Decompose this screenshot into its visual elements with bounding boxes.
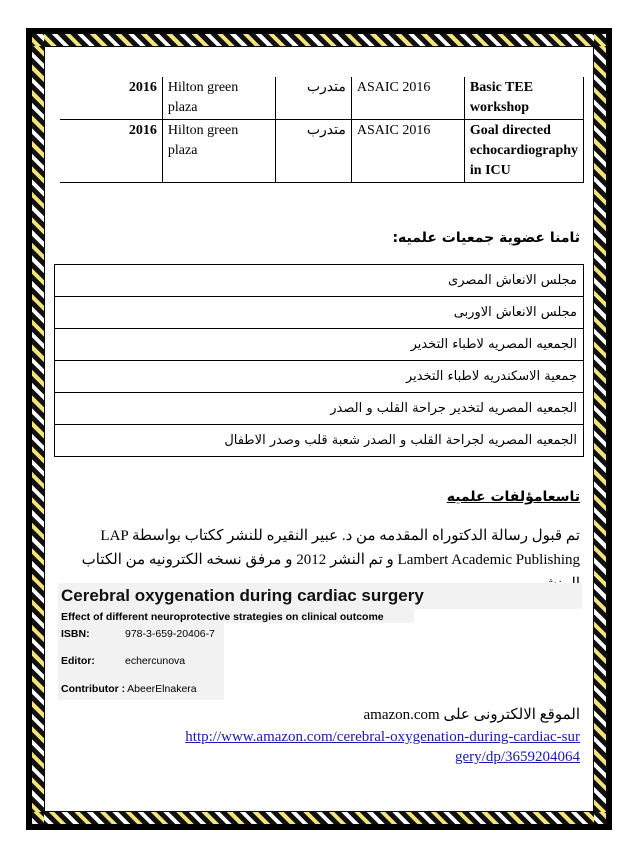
conf-event: ASAIC 2016 [351, 120, 464, 183]
memberships-table [54, 264, 584, 457]
publication-text: تم قبول رسالة الدكتوراه المقدمه من د. عبير النقيره للنشر ككتاب بواسطة LAP Lambert Academic Publishing و تم النشر 2012 و مرفق نسخه الكترونيه من الكتاب [81, 528, 580, 568]
website-text: الموقع الالكترونى على amazon.com [363, 707, 580, 723]
isbn-value: 978-3-659-20406-7 [125, 628, 215, 640]
membership-row: مجلس الانعاش الاوربى [55, 297, 583, 329]
book-title: Cerebral oxygenation during cardiac surgery [58, 583, 582, 609]
membership-row: جمعية الاسكندريه لاطباء التخدير [55, 361, 583, 393]
contributor-row [58, 678, 224, 700]
membership-row: الجمعيه المصريه لاطباء التخدير [55, 329, 583, 361]
table-row [60, 77, 584, 120]
amazon-link[interactable]: http://www.amazon.com/cerebral-oxygenation-during-cardiac-surgery/dp/3659204064 [185, 729, 580, 765]
book-subtitle: Effect of different neuroprotective strategies on clinical outcome [58, 609, 414, 623]
memberships-heading: ثامنا عضوية جمعيات علميه: [392, 230, 580, 246]
conf-event: ASAIC 2016 [351, 77, 464, 120]
conf-role: متدرب [275, 77, 351, 120]
conf-year: 2016 [60, 120, 162, 183]
table-row [60, 120, 584, 183]
conf-role: متدرب [275, 120, 351, 183]
editor-row [58, 645, 224, 678]
book-card [58, 583, 582, 700]
membership-row: الجمعيه المصريه لجراحة القلب و الصدر شعبة قلب وصدر الاطفال [224, 433, 577, 448]
conferences-table [60, 77, 584, 183]
editor-label: Editor: [61, 655, 95, 667]
editor-value: echercunova [125, 655, 186, 667]
membership-row: الجمعيه المصريه لتخدير جراحة القلب و الصدر [55, 393, 583, 425]
isbn-label: ISBN: [61, 628, 90, 640]
contributor-label: Contributor : [61, 683, 126, 695]
conf-place: Hilton green plaza [162, 120, 275, 183]
conf-topic: Goal directed echocardiography in ICU [464, 120, 583, 183]
membership-row: مجلس الانعاش المصرى [55, 265, 583, 297]
book-meta [58, 623, 224, 700]
conf-year: 2016 [60, 77, 162, 120]
isbn-row [58, 623, 224, 645]
conf-topic: Basic TEE workshop [464, 77, 583, 120]
publications-heading: تاسعامؤلفات علميه [446, 489, 580, 505]
conf-place: Hilton green plaza [162, 77, 275, 120]
contributor-value: AbeerElnakera [127, 683, 197, 695]
